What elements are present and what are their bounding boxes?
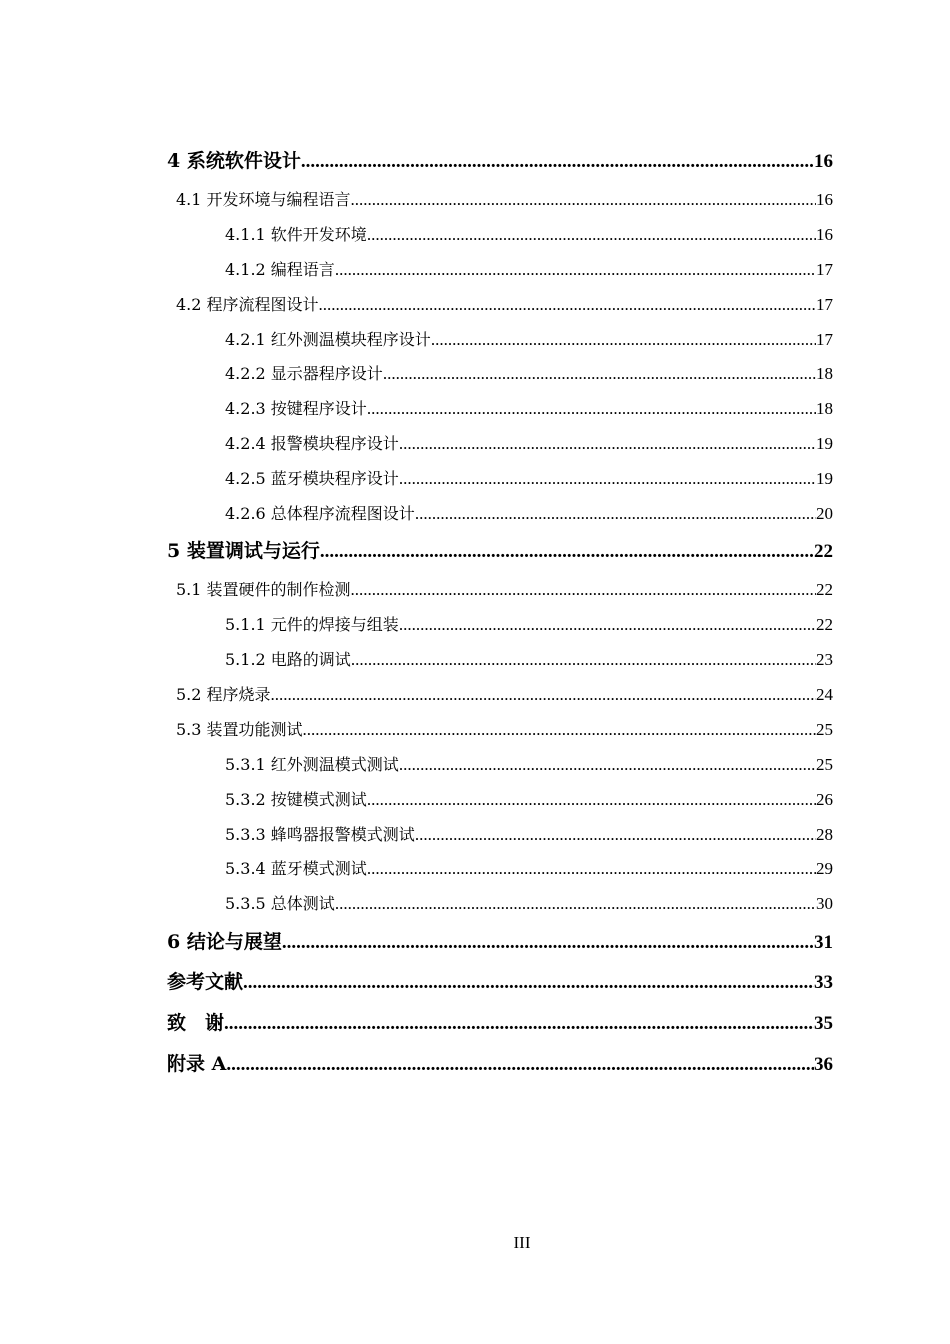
toc-dot-leader: [383, 364, 816, 384]
toc-dot-leader: [415, 825, 816, 845]
toc-entry-page: 20: [816, 504, 833, 523]
toc-dot-leader: [335, 260, 816, 280]
toc-dot-leader: [415, 504, 816, 524]
toc-entry-5-2[interactable]: [176, 682, 833, 704]
toc-dot-leader: [399, 755, 816, 775]
toc-entry-page: 30: [816, 894, 833, 913]
toc-entry-label: 5.3.5 总体测试: [225, 894, 335, 913]
toc-entry-chapter-5[interactable]: [167, 536, 833, 562]
toc-dot-leader: [399, 615, 816, 635]
toc-entry-acknowledgements[interactable]: [167, 1008, 833, 1034]
toc-entry-page: 16: [814, 151, 833, 172]
toc-entry-label: 5.3.4 蓝牙模式测试: [225, 859, 367, 878]
toc-entry-page: 35: [814, 1013, 833, 1034]
toc-entry-4-2-2[interactable]: [225, 361, 833, 383]
toc-dot-leader: [301, 151, 814, 173]
toc-entry-page: 22: [816, 615, 833, 634]
toc-entry-label: 5.3 装置功能测试: [176, 720, 303, 739]
toc-entry-label: 致 谢: [167, 1012, 225, 1034]
toc-dot-leader: [367, 790, 816, 810]
toc-entry-label: 5.3.1 红外测温模式测试: [225, 755, 399, 774]
toc-entry-page: 36: [814, 1054, 833, 1075]
toc-entry-label: 4.1 开发环境与编程语言: [176, 190, 351, 209]
toc-entry-page: 33: [814, 972, 833, 993]
toc-entry-page: 29: [816, 859, 833, 878]
toc-entry-page: 22: [816, 580, 833, 599]
toc-entry-label: 6 结论与展望: [167, 931, 282, 953]
toc-dot-leader: [224, 1013, 814, 1035]
toc-entry-4-2-1[interactable]: [225, 327, 833, 349]
toc-dot-leader: [399, 469, 816, 489]
toc-entry-label: 5.1 装置硬件的制作检测: [176, 580, 351, 599]
toc-entry-label: 5.1.2 电路的调试: [225, 650, 351, 669]
toc-entry-label: 4.1.1 软件开发环境: [225, 225, 367, 244]
toc-entry-4-2-4[interactable]: [225, 431, 833, 453]
toc-entry-appendix-a[interactable]: [167, 1049, 833, 1075]
toc-entry-label: 参考文献: [167, 971, 244, 993]
toc-entry-references[interactable]: [167, 967, 833, 993]
toc-entry-5-1[interactable]: [176, 577, 833, 599]
toc-entry-page: 19: [816, 469, 833, 488]
toc-entry-4-2-6[interactable]: [225, 501, 833, 523]
toc-entry-page: 24: [816, 685, 833, 704]
toc-entry-label: 4.2.6 总体程序流程图设计: [225, 504, 415, 523]
toc-dot-leader: [367, 859, 816, 879]
toc-entry-page: 16: [816, 190, 833, 209]
toc-entry-page: 18: [816, 399, 833, 418]
toc-entry-page: 25: [816, 720, 833, 739]
toc-entry-label: 4.2.3 按键程序设计: [225, 399, 367, 418]
toc-entry-page: 26: [816, 790, 833, 809]
toc-entry-5-1-2[interactable]: [225, 647, 833, 669]
toc-entry-label: 5 装置调试与运行: [167, 540, 320, 562]
toc-dot-leader: [243, 972, 814, 994]
toc-entry-5-3-5[interactable]: [225, 891, 833, 913]
toc-entry-page: 19: [816, 434, 833, 453]
toc-dot-leader: [282, 932, 814, 954]
toc-entry-page: 22: [814, 541, 833, 562]
toc-entry-page: 17: [816, 260, 833, 279]
toc-entry-5-3-2[interactable]: [225, 787, 833, 809]
page-number: III: [513, 1233, 531, 1252]
toc-dot-leader: [351, 580, 816, 600]
toc-entry-page: 17: [816, 295, 833, 314]
toc-entry-5-3-3[interactable]: [225, 822, 833, 844]
toc-dot-leader: [226, 1054, 814, 1076]
toc-entry-label: 5.2 程序烧录: [176, 685, 271, 704]
toc-dot-leader: [320, 541, 814, 563]
toc-entry-5-3-1[interactable]: [225, 752, 833, 774]
toc-entry-label: 5.3.2 按键模式测试: [225, 790, 367, 809]
toc-entry-4-2-5[interactable]: [225, 466, 833, 488]
toc-dot-leader: [367, 225, 816, 245]
toc-entry-page: 28: [816, 825, 833, 844]
toc-dot-leader: [335, 894, 816, 914]
toc-entry-4-2[interactable]: [176, 292, 833, 314]
toc-dot-leader: [431, 330, 816, 350]
toc-entry-label: 4.1.2 编程语言: [225, 260, 335, 279]
toc-entry-label: 5.3.3 蜂鸣器报警模式测试: [225, 825, 415, 844]
toc-entry-label: 附录 A: [167, 1053, 227, 1075]
toc-dot-leader: [351, 190, 816, 210]
toc-entry-page: 17: [816, 330, 833, 349]
toc-entry-page: 18: [816, 364, 833, 383]
toc-dot-leader: [319, 295, 816, 315]
toc-entry-4-2-3[interactable]: [225, 396, 833, 418]
toc-entry-4-1-2[interactable]: [225, 257, 833, 279]
toc-entry-label: 5.1.1 元件的焊接与组装: [225, 615, 399, 634]
toc-entry-label: 4.2.2 显示器程序设计: [225, 364, 383, 383]
toc-entry-label: 4.2.4 报警模块程序设计: [225, 434, 399, 453]
toc-entry-page: 31: [814, 932, 833, 953]
toc-entry-4-1[interactable]: [176, 187, 833, 209]
toc-dot-leader: [399, 434, 816, 454]
toc-dot-leader: [351, 650, 816, 670]
toc-entry-5-3[interactable]: [176, 717, 833, 739]
toc-entry-chapter-4[interactable]: [167, 146, 833, 172]
toc-entry-label: 4.2.1 红外测温模块程序设计: [225, 330, 431, 349]
toc-entry-page: 25: [816, 755, 833, 774]
toc-entry-chapter-6[interactable]: [167, 927, 833, 953]
toc-entry-label: 4 系统软件设计: [167, 150, 301, 172]
toc-entry-5-3-4[interactable]: [225, 856, 833, 878]
toc-dot-leader: [303, 720, 816, 740]
toc-entry-4-1-1[interactable]: [225, 222, 833, 244]
toc-entry-label: 4.2.5 蓝牙模块程序设计: [225, 469, 399, 488]
toc-entry-5-1-1[interactable]: [225, 612, 833, 634]
toc-entry-page: 16: [816, 225, 833, 244]
toc-dot-leader: [271, 685, 816, 705]
toc-entry-page: 23: [816, 650, 833, 669]
toc-entry-label: 4.2 程序流程图设计: [176, 295, 319, 314]
toc-dot-leader: [367, 399, 816, 419]
